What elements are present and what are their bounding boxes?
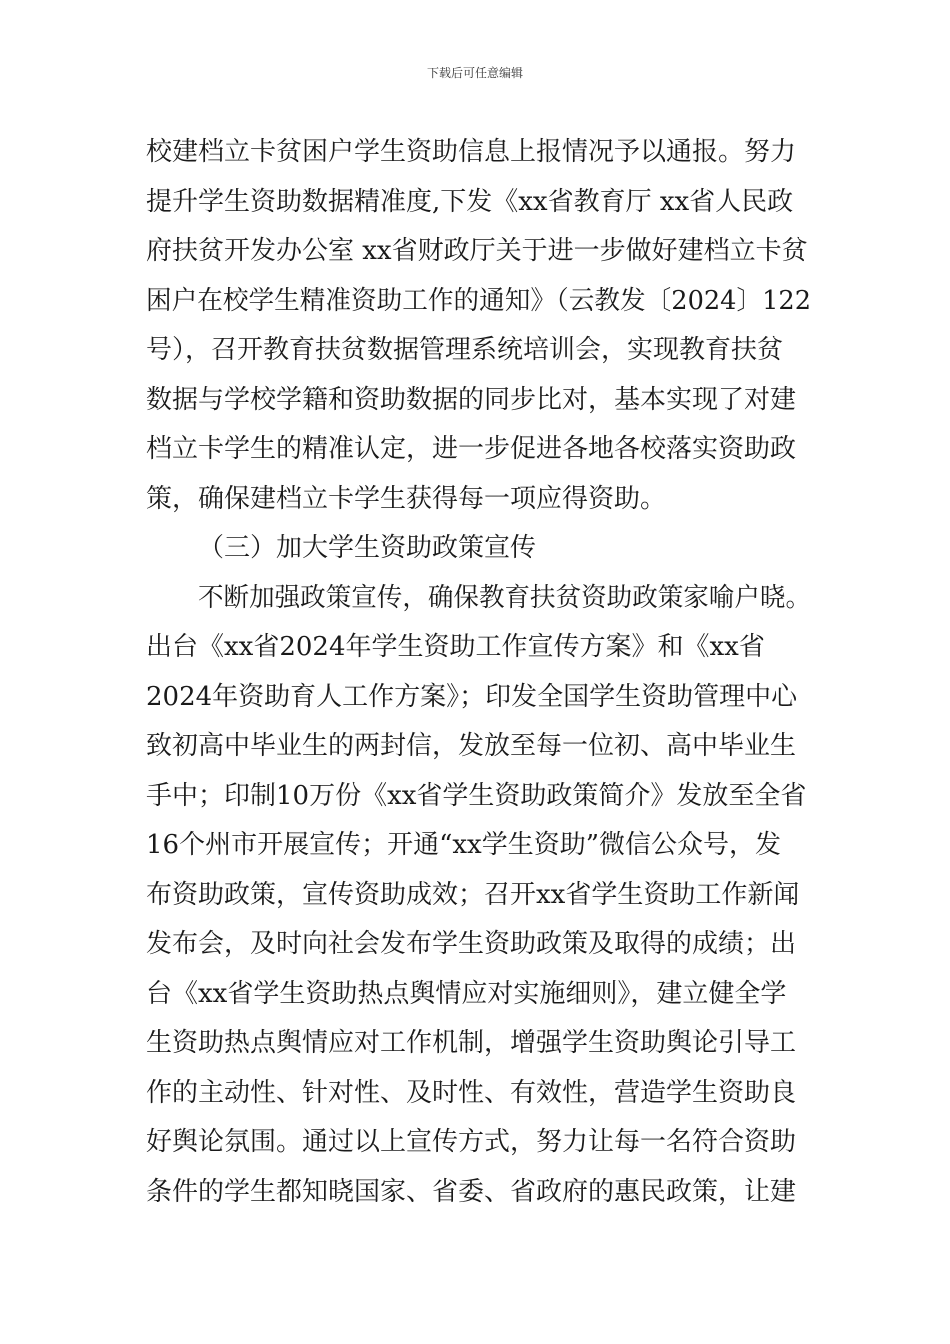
paragraph-first-line: 不断加强政策宣传，确保教育扶贫资助政策家喻户晓。 bbox=[198, 582, 811, 613]
text-line: 发布会，及时向社会发布学生资助政策及取得的成绩；出 bbox=[146, 929, 797, 959]
text-line: 条件的学生都知晓国家、省委、省政府的惠民政策，让建 bbox=[146, 1176, 797, 1207]
text-line: 府扶贫开发办公室 xx省财政厅关于进一步做好建档立卡贫 bbox=[146, 236, 808, 266]
text-line: 好舆论氛围。通过以上宣传方式，努力让每一名符合资助 bbox=[146, 1127, 797, 1157]
text-line: 出台《xx省2024年学生资助工作宣传方案》和《xx省 bbox=[146, 632, 765, 662]
text-line: 策，确保建档立卡学生获得每一项应得资助。 bbox=[146, 483, 667, 514]
text-line: 号），召开教育扶贫数据管理系统培训会，实现教育扶贫 bbox=[146, 335, 784, 365]
text-line: 校建档立卡贫困户学生资助信息上报情况予以通报。努力 bbox=[146, 137, 797, 167]
text-line: 2024年资助育人工作方案》；印发全国学生资助管理中心 bbox=[146, 681, 798, 712]
section-heading: （三）加大学生资助政策宣传 bbox=[198, 533, 537, 563]
page-header-note: 下载后可任意编辑 bbox=[426, 66, 523, 80]
text-line: 手中；印制10万份《xx省学生资助政策简介》发放至全省 bbox=[146, 780, 807, 811]
document-body bbox=[146, 128, 811, 1217]
text-line: 困户在校学生精准资助工作的通知》（云教发〔2024〕122 bbox=[146, 285, 811, 316]
text-line: 提升学生资助数据精准度,下发《xx省教育厅 xx省人民政 bbox=[146, 186, 794, 217]
text-line: 布资助政策，宣传资助成效；召开xx省学生资助工作新闻 bbox=[146, 879, 800, 910]
text-line: 作的主动性、针对性、及时性、有效性，营造学生资助良 bbox=[146, 1077, 797, 1108]
text-line: 致初高中毕业生的两封信，发放至每一位初、高中毕业生 bbox=[146, 731, 797, 761]
text-line: 数据与学校学籍和资助数据的同步比对，基本实现了对建 bbox=[146, 384, 797, 415]
text-line: 生资助热点舆情应对工作机制，增强学生资助舆论引导工 bbox=[146, 1028, 797, 1058]
text-line: 档立卡学生的精准认定，进一步促进各地各校落实资助政 bbox=[146, 434, 797, 464]
text-line: 16个州市开展宣传；开通“xx学生资助”微信公众号，发 bbox=[146, 830, 781, 860]
text-line: 台《xx省学生资助热点舆情应对实施细则》，建立健全学 bbox=[146, 978, 787, 1009]
